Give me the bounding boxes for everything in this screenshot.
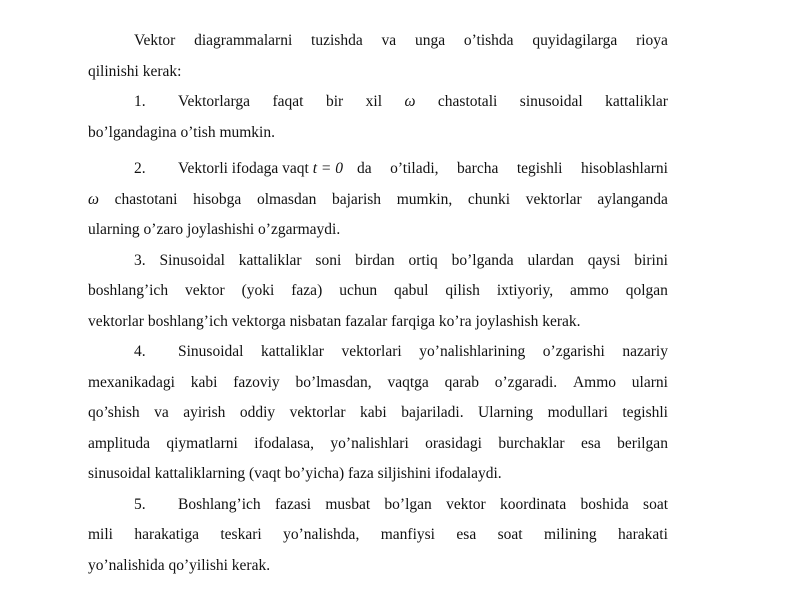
word: modullari	[547, 404, 608, 421]
word: va	[154, 404, 169, 421]
word: ifodalasa,	[254, 434, 315, 452]
word: harakatiga	[134, 526, 199, 543]
word: ammo	[570, 282, 609, 299]
word: harakati	[618, 526, 668, 543]
word: yo’nalishda,	[283, 526, 360, 543]
word: milining	[544, 526, 597, 543]
word: berilgan	[617, 434, 668, 452]
word: ω	[404, 93, 416, 110]
word: vektorlari	[341, 343, 402, 360]
word: boshlang’ich	[88, 282, 169, 299]
word: xil	[365, 93, 383, 110]
word: birdan	[355, 251, 395, 269]
word: da	[357, 160, 372, 177]
word: uchun	[339, 282, 378, 299]
word: vektorlar	[525, 190, 582, 208]
item-3-line-2	[88, 276, 668, 307]
word: barcha	[457, 160, 499, 177]
word: amplituda	[88, 434, 150, 452]
word: Sinusoidal	[178, 343, 244, 360]
word: kabi	[190, 373, 218, 391]
word: qarab	[444, 373, 479, 391]
word: unga	[414, 32, 446, 49]
word: Ammo	[572, 373, 617, 391]
item-1-line-1	[88, 87, 668, 118]
word: koordinata	[499, 495, 567, 513]
word: chastotani	[114, 190, 178, 208]
word: Sinusoidal	[159, 251, 225, 269]
word: tegishli	[516, 160, 563, 177]
item-5-line-3: yo’nalishida qo’yilishi kerak.	[88, 556, 271, 574]
word: chastotali	[437, 93, 498, 110]
word: faza)	[291, 282, 323, 299]
word: bir	[325, 93, 344, 110]
word: boshida	[580, 495, 629, 513]
word: ulardan	[527, 251, 574, 269]
item-2-text-after	[357, 154, 668, 185]
word: chunki	[467, 190, 511, 208]
word: oddiy	[239, 404, 276, 421]
word: qiymatlarni	[166, 434, 238, 452]
item-1-number: 1.	[134, 93, 146, 110]
word: bo’lganda	[451, 251, 514, 269]
word: teskari	[220, 526, 262, 543]
word: yo’nalishlari	[330, 434, 409, 452]
word: rioya	[636, 32, 668, 49]
item-4-line-2	[88, 368, 668, 399]
word: 3.	[134, 251, 146, 269]
word: quyidagilarga	[532, 32, 618, 49]
word: olmasdan	[256, 190, 317, 208]
word: qilish	[445, 282, 480, 299]
item-4-number: 4.	[134, 343, 146, 360]
item-2-line-3: ularning o’zaro joylashishi o’zgarmaydi.	[88, 221, 341, 238]
word: soni	[315, 251, 342, 269]
word: musbat	[325, 495, 371, 513]
item-3-line-1	[88, 246, 668, 277]
word: diagrammalarni	[194, 32, 293, 49]
word: soat	[497, 526, 523, 543]
word: fazasi	[274, 495, 312, 513]
word: mili	[88, 526, 113, 543]
word: manfiysi	[380, 526, 435, 543]
word: bajarish	[331, 190, 382, 208]
word: ayirish	[183, 404, 226, 421]
item-4-line-1	[88, 337, 668, 368]
word: vaqtga	[387, 373, 429, 391]
word: bo’lgan	[384, 495, 432, 513]
word: tegishli	[622, 404, 668, 421]
word: (yoki	[241, 282, 275, 299]
word: fazoviy	[233, 373, 280, 391]
word: faqat	[272, 93, 304, 110]
word: aylanganda	[597, 190, 668, 208]
word: sinusoidal	[519, 93, 583, 110]
item-2-math-t0: t = 0	[312, 160, 344, 177]
word: qo’shish	[88, 404, 140, 421]
item-4-line-4	[88, 429, 668, 460]
word: nazariy	[622, 343, 668, 360]
word: kattaliklar	[238, 251, 302, 269]
word: esa	[456, 526, 477, 543]
word: va	[381, 32, 397, 49]
word: qolgan	[625, 282, 668, 299]
word: vektor	[185, 282, 225, 299]
word: ixtiyoriy,	[496, 282, 554, 299]
word: hisobga	[193, 190, 242, 208]
word: ω	[88, 190, 99, 208]
word: ularni	[631, 373, 668, 391]
intro-line-2: qilinishi kerak:	[88, 62, 182, 80]
word: qabul	[394, 282, 429, 299]
word: kattaliklar	[605, 93, 668, 110]
word: qaysi	[587, 251, 621, 269]
item-2-line-1	[88, 154, 668, 185]
item-2-line-2	[88, 185, 668, 216]
word: Ularning	[478, 404, 534, 421]
word: vektor	[446, 495, 486, 513]
word: orasidagi	[425, 434, 482, 452]
item-1-line-2: bo’lgandagina o’tish mumkin.	[88, 123, 275, 141]
word: tuzishda	[311, 32, 363, 49]
word: o’tishda	[463, 32, 514, 49]
word: Vektor	[134, 32, 176, 49]
item-4-line-3	[88, 398, 668, 429]
word: o’zgarishi	[542, 343, 605, 360]
document-page	[88, 26, 668, 581]
item-5-number: 5.	[134, 495, 146, 513]
word: hisoblashlarni	[580, 160, 668, 177]
word: mumkin,	[396, 190, 453, 208]
word: soat	[643, 495, 668, 513]
word: ortiq	[408, 251, 438, 269]
item-5-line-2	[88, 520, 668, 551]
item-5-line-1	[88, 490, 668, 521]
word: kattaliklar	[261, 343, 324, 360]
word: yo’nalishlarining	[419, 343, 526, 360]
item-3-line-3: vektorlar boshlang’ich vektorga nisbatan fazalar farqiga ko’ra joylashish kerak.	[88, 312, 581, 330]
intro-line-1	[88, 26, 668, 57]
word: o’zgaradi.	[494, 373, 558, 391]
item-2-text-before: Vektorli ifodaga vaqt	[178, 160, 313, 177]
word: burchaklar	[498, 434, 565, 452]
word: esa	[580, 434, 601, 452]
item-4-line-5: sinusoidal kattaliklarning (vaqt bo’yicha) faza siljishini ifodalaydi.	[88, 465, 502, 482]
word: mexanikadagi	[88, 373, 175, 391]
item-2-number: 2.	[134, 160, 146, 177]
word: bajariladi.	[401, 404, 464, 421]
word: Vektorlarga	[178, 93, 251, 110]
word: bo’lmasdan,	[295, 373, 372, 391]
word: birini	[634, 251, 668, 269]
word: kabi	[360, 404, 387, 421]
word: Boshlang’ich	[178, 495, 261, 513]
word: o’tiladi,	[390, 160, 439, 177]
word: vektorlar	[289, 404, 346, 421]
